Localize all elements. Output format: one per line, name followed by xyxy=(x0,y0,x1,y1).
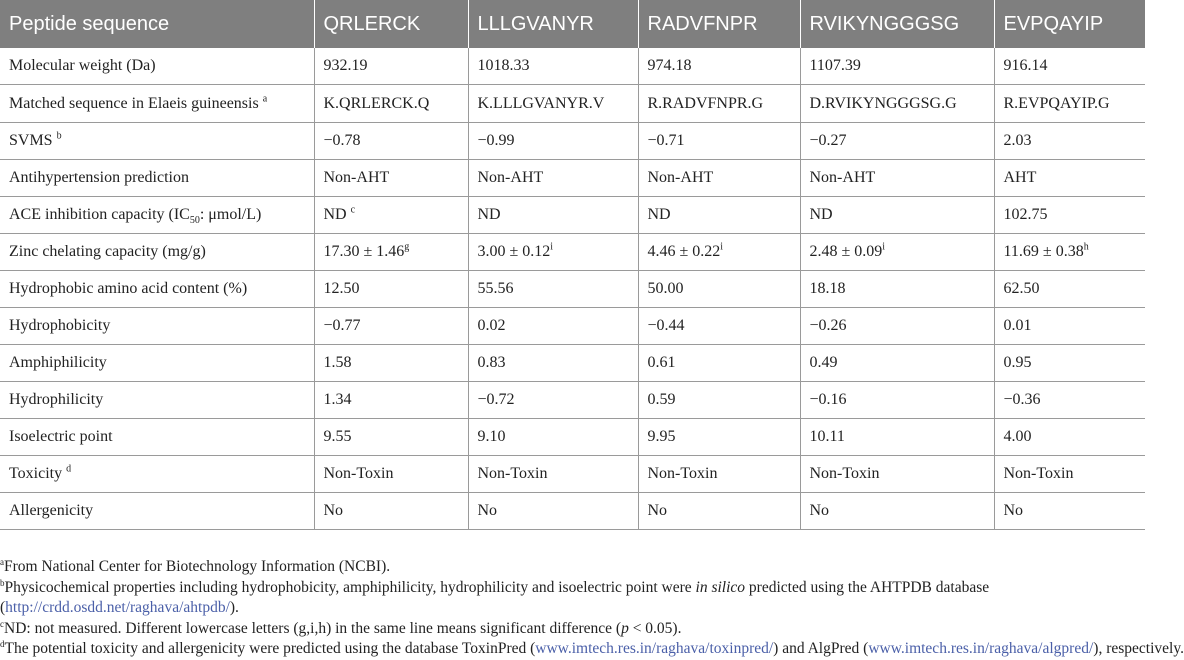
footnote-mark: a xyxy=(262,93,268,105)
table-cell xyxy=(314,234,468,271)
table-cell xyxy=(468,234,638,271)
footnote-text: predicted using the AHTPDB database ( xyxy=(0,578,990,616)
header-peptide-sequence: Peptide sequence xyxy=(0,0,314,48)
footnote-c xyxy=(0,619,1145,640)
table-cell: Non-Toxin xyxy=(468,456,638,493)
table-cell: −0.27 xyxy=(800,123,994,160)
significance-letter: g xyxy=(404,241,410,253)
row-label: Hydrophobicity xyxy=(0,308,314,345)
table-row xyxy=(0,48,1145,85)
cell-value: ND xyxy=(323,206,347,223)
footnote-text: From National Center for Biotechnology Information (NCBI). xyxy=(4,558,391,575)
table-row xyxy=(0,85,1145,123)
footnote-italic: in silico xyxy=(695,578,746,596)
table-row xyxy=(0,419,1145,456)
table-cell: 932.19 xyxy=(314,48,468,85)
table-row xyxy=(0,123,1145,160)
row-label: Amphiphilicity xyxy=(0,345,314,382)
toxinpred-link[interactable]: www.imtech.res.in/raghava/toxinpred/ xyxy=(535,640,774,657)
table-cell: ND xyxy=(800,197,994,234)
table-cell: No xyxy=(314,493,468,530)
subscript: 50 xyxy=(189,215,200,227)
table-cell: 55.56 xyxy=(468,271,638,308)
table-row xyxy=(0,382,1145,419)
table-header-row xyxy=(0,0,1145,48)
cell-value: 17.30 ± 1.46 xyxy=(323,243,405,260)
table-cell: Non-AHT xyxy=(314,160,468,197)
footnote-mark: d xyxy=(66,463,72,475)
header-rvikynggsg: RVIKYNGGGSG xyxy=(800,0,994,48)
table-cell: No xyxy=(468,493,638,530)
table-cell: 9.55 xyxy=(314,419,468,456)
table-cell: 18.18 xyxy=(800,271,994,308)
row-label-text: SVMS xyxy=(9,132,53,149)
row-label-text: : μmol/L) xyxy=(199,206,262,223)
table-cell: 0.49 xyxy=(800,345,994,382)
table-row xyxy=(0,271,1145,308)
table-cell: No xyxy=(638,493,800,530)
footnote-mark: d xyxy=(0,638,5,649)
header-evpqayip: EVPQAYIP xyxy=(994,0,1145,48)
table-cell: Non-Toxin xyxy=(314,456,468,493)
ahtpdb-link[interactable]: http://crdd.osdd.net/raghava/ahtpdb/ xyxy=(5,599,230,616)
row-label: Molecular weight (Da) xyxy=(0,48,314,85)
table-cell: Non-AHT xyxy=(800,160,994,197)
table-cell: 2.03 xyxy=(994,123,1145,160)
table-row xyxy=(0,197,1145,234)
table-cell: 0.61 xyxy=(638,345,800,382)
significance-letter: i xyxy=(550,241,554,253)
table-cell: No xyxy=(800,493,994,530)
cell-value: 4.46 ± 0.22 xyxy=(647,243,721,260)
table-cell: 1018.33 xyxy=(468,48,638,85)
table-cell: 0.83 xyxy=(468,345,638,382)
cell-value: 3.00 ± 0.12 xyxy=(477,243,551,260)
table-cell: −0.26 xyxy=(800,308,994,345)
row-label-text: Matched sequence in Elaeis guineensis xyxy=(9,94,259,112)
table-cell: 12.50 xyxy=(314,271,468,308)
significance-letter: i xyxy=(720,241,724,253)
table-cell: 1.58 xyxy=(314,345,468,382)
row-label: Allergenicity xyxy=(0,493,314,530)
footnote-a xyxy=(0,557,1145,578)
row-label-text: Toxicity xyxy=(9,465,63,482)
table-cell: Non-AHT xyxy=(468,160,638,197)
row-label-text: ACE inhibition capacity (IC xyxy=(9,206,190,223)
row-label xyxy=(0,197,314,234)
table-cell: 4.00 xyxy=(994,419,1145,456)
table-cell: 0.95 xyxy=(994,345,1145,382)
table-cell: No xyxy=(994,493,1145,530)
footnote-text: ). xyxy=(229,599,239,616)
footnote-mark: a xyxy=(0,556,4,567)
table-cell xyxy=(314,197,468,234)
table-cell: 0.02 xyxy=(468,308,638,345)
table-cell: −0.71 xyxy=(638,123,800,160)
footnote-mark: b xyxy=(56,130,62,142)
table-cell: D.RVIKYNGGGSG.G xyxy=(800,85,994,123)
table-cell: −0.36 xyxy=(994,382,1145,419)
table-cell: 10.11 xyxy=(800,419,994,456)
table-cell: 916.14 xyxy=(994,48,1145,85)
footnote-mark: c xyxy=(350,204,356,216)
table-cell: 62.50 xyxy=(994,271,1145,308)
footnote-mark: c xyxy=(0,618,4,629)
row-label: Hydrophobic amino acid content (%) xyxy=(0,271,314,308)
table-cell: 9.95 xyxy=(638,419,800,456)
table-cell: 102.75 xyxy=(994,197,1145,234)
table-cell: R.RADVFNPR.G xyxy=(638,85,800,123)
table-row xyxy=(0,234,1145,271)
row-label xyxy=(0,456,314,493)
table-cell: Non-AHT xyxy=(638,160,800,197)
footnote-text: Physicochemical properties including hydrophobicity, amphiphilicity, hydrophilicity and isoelectric point were xyxy=(4,578,696,596)
table-cell: K.LLLGVANYR.V xyxy=(468,85,638,123)
table-row xyxy=(0,456,1145,493)
table-cell: −0.78 xyxy=(314,123,468,160)
footnote-mark: b xyxy=(0,577,5,588)
footnote-d xyxy=(0,638,1184,660)
table-cell: ND xyxy=(468,197,638,234)
table-cell: −0.16 xyxy=(800,382,994,419)
significance-letter: i xyxy=(882,241,886,253)
table-cell: 0.59 xyxy=(638,382,800,419)
table-cell xyxy=(638,234,800,271)
row-label: Antihypertension prediction xyxy=(0,160,314,197)
table-cell: −0.77 xyxy=(314,308,468,345)
table-cell: −0.44 xyxy=(638,308,800,345)
table-row xyxy=(0,345,1145,382)
cell-value: 2.48 ± 0.09 xyxy=(809,243,883,260)
row-label xyxy=(0,85,314,123)
header-radvfnpr: RADVFNPR xyxy=(638,0,800,48)
row-label: Isoelectric point xyxy=(0,419,314,456)
header-qrlerck: QRLERCK xyxy=(314,0,468,48)
table-cell: Non-Toxin xyxy=(638,456,800,493)
footnote-text: ND: not measured. Different lowercase letters (g,i,h) in the same line means significant difference ( xyxy=(4,619,622,637)
table-row xyxy=(0,493,1145,530)
table-cell xyxy=(994,234,1145,271)
table-footnotes xyxy=(0,556,1184,660)
header-lllgvanyr: LLLGVANYR xyxy=(468,0,638,48)
row-label xyxy=(0,123,314,160)
table-cell: 50.00 xyxy=(638,271,800,308)
table-cell: AHT xyxy=(994,160,1145,197)
footnote-text: ), respectively. xyxy=(1093,640,1184,657)
footnote-text: < 0.05). xyxy=(628,619,682,637)
algpred-link[interactable]: www.imtech.res.in/raghava/algpred/ xyxy=(868,640,1094,657)
footnote-italic: p xyxy=(621,619,629,637)
table-cell xyxy=(800,234,994,271)
table-cell: 9.10 xyxy=(468,419,638,456)
row-label: Zinc chelating capacity (mg/g) xyxy=(0,234,314,271)
table-cell: R.EVPQAYIP.G xyxy=(994,85,1145,123)
table-cell: Non-Toxin xyxy=(800,456,994,493)
table-cell: −0.99 xyxy=(468,123,638,160)
table-cell: ND xyxy=(638,197,800,234)
row-label: Hydrophilicity xyxy=(0,382,314,419)
table-row xyxy=(0,160,1145,197)
table-cell: 1.34 xyxy=(314,382,468,419)
table-cell: 974.18 xyxy=(638,48,800,85)
table-cell: 0.01 xyxy=(994,308,1145,345)
table-cell: K.QRLERCK.Q xyxy=(314,85,468,123)
footnote-text: ) and AlgPred ( xyxy=(773,640,869,657)
table-cell: Non-Toxin xyxy=(994,456,1145,493)
cell-value: 11.69 ± 0.38 xyxy=(1003,243,1084,260)
table-row xyxy=(0,308,1145,345)
table-cell: −0.72 xyxy=(468,382,638,419)
table-cell: 1107.39 xyxy=(800,48,994,85)
significance-letter: h xyxy=(1083,241,1089,253)
footnote-text: The potential toxicity and allergenicity were predicted using the database ToxinPred ( xyxy=(4,640,536,657)
footnote-b xyxy=(0,578,1145,619)
